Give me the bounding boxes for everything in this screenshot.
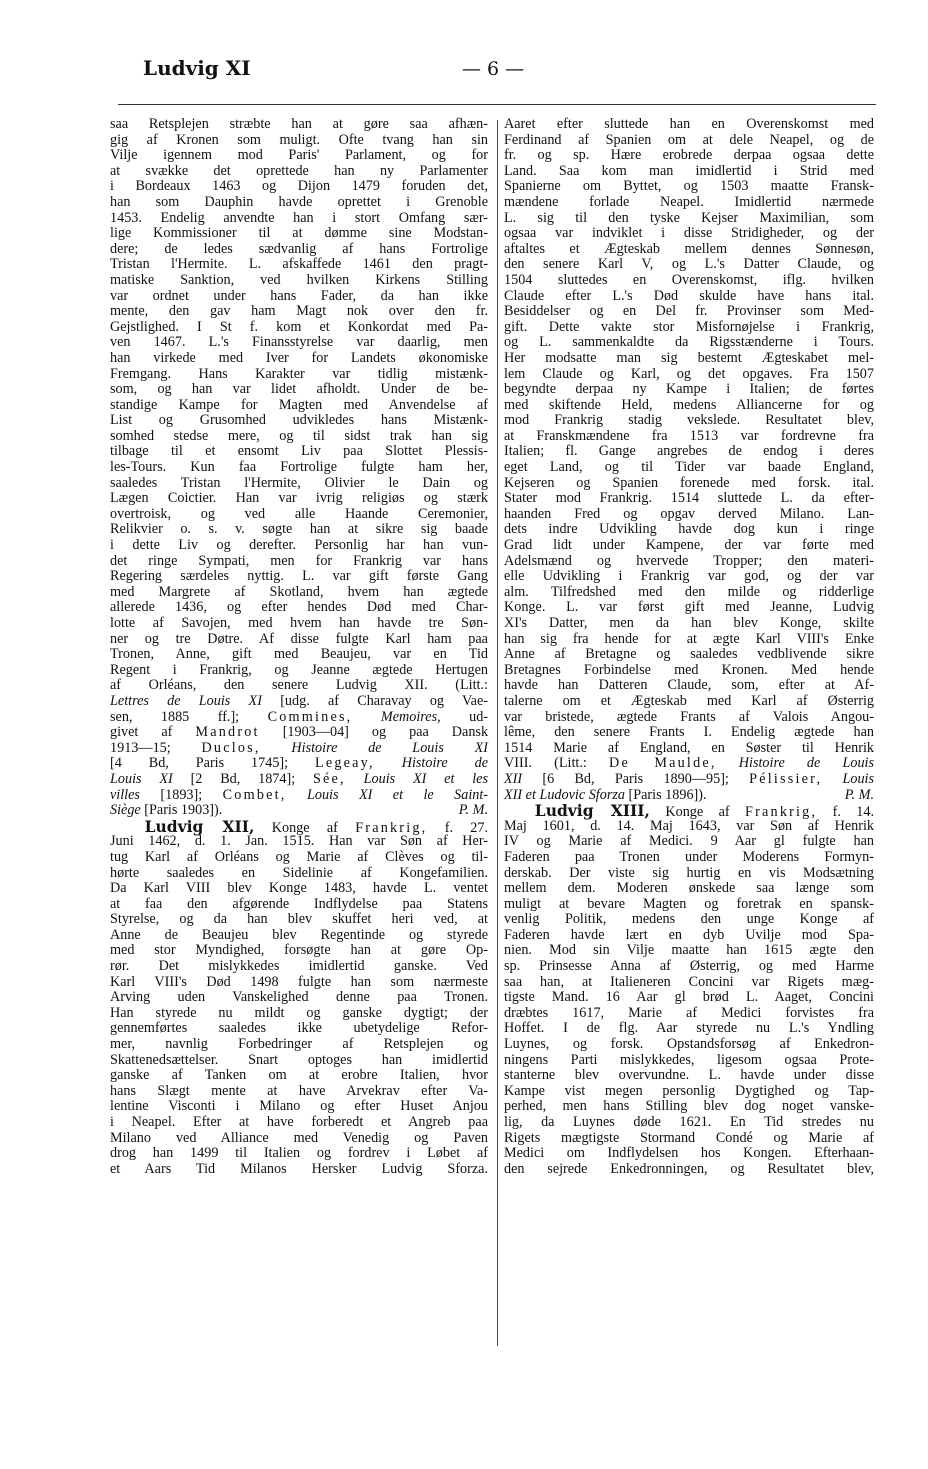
- text-line: Faderen paa Tronen under Moderens Formyn-: [504, 848, 874, 865]
- text-line: overtroisk, og ved alle Haande Ceremonier,: [110, 505, 488, 522]
- text-line: i dette Liv og derefter. Personlig har han vun-: [110, 537, 488, 554]
- text-line: Kejseren og Spanien forenede med forsk. ital.: [504, 474, 874, 491]
- text-line: Karl VIII's Død 1498 fulgte han som nærmeste: [110, 973, 488, 990]
- text-line: drog han 1499 til Italien og fordrev i Løbet af: [110, 1145, 488, 1162]
- text-line: Faderen havde lært en dyb Uvilje mod Spa-: [504, 926, 874, 943]
- text-line: hørte saaledes en Sidelinie af Kongefamilien.: [110, 864, 488, 881]
- text-line: Tristan l'Hermite. L. afskaffede 1461 den pragt-: [110, 256, 488, 273]
- ludvig-xi-literature: [110, 694, 488, 819]
- author-signature: P. M.: [844, 786, 874, 803]
- text-line: at Franskmændene fra 1513 var fordrevne fra: [504, 427, 874, 444]
- text-line: mellem dem. Moderen ønskede saa længe som: [504, 880, 874, 897]
- text-line: rør. Det mislykkedes imidlertid ganske. Ved: [110, 958, 488, 975]
- text-line: Relikvier o. s. v. søgte han at sikre sig baade: [110, 521, 488, 538]
- text-line: Regent i Frankrig, og Jeanne ægtede Hertugen: [110, 661, 488, 678]
- text-line: List og Grusomhed udvikledes hans Mistænk-: [110, 412, 488, 429]
- text-line: ningens Parti mislykkedes, ligesom ogsaa Prote-: [504, 1051, 874, 1068]
- entry-ludvig-xii-continued: [504, 117, 874, 756]
- text-line: Hoffet. I de flg. Aar styrede nu L.'s Yndling: [504, 1020, 874, 1037]
- text-line: saa han, at Italieneren Concini var Rigets mæg-: [504, 973, 874, 990]
- text-line: Skattenedsættelser. Snart optoges han imidlertid: [110, 1051, 488, 1068]
- text-line: alm. Tilfredshed med den milde og ridderlige: [504, 583, 874, 600]
- text-line: et Aars Tid Milanos Hersker Ludvig Sforza.: [110, 1160, 488, 1177]
- text-line: Juni 1462, d. 1. Jan. 1515. Han var Søn af Her-: [110, 833, 488, 850]
- text-line: havde han Datteren Claude, som, efter at Af-: [504, 677, 874, 694]
- text-line: Da Karl VIII blev Konge 1483, havde L. ventet: [110, 880, 488, 897]
- text-line: Aaret efter sluttede han en Overenskomst med: [504, 116, 874, 132]
- entry-body: [110, 834, 488, 1177]
- text-line: ganske af Tanken om at erobre Italien, hvor: [110, 1067, 488, 1084]
- text-line: Arving uden Vanskelighed denne paa Tronen.: [110, 989, 488, 1006]
- text-line: dræbtes 1617, Marie af Medici forvistes fra: [504, 1004, 874, 1021]
- text-line: gig af Kronen som muligt. Ofte tvang han sin: [110, 131, 488, 148]
- text-line: ogsaa var indviklet i disse Stridigheder, og der: [504, 225, 874, 242]
- text-line: sen, 1885 ff.]; Commines, Memoires, ud-: [110, 708, 489, 725]
- text-line: Rigets mægtigste Stormand Condé og Marie af: [504, 1129, 874, 1146]
- text-line: lême, den senere Frants I. Endelig ægtede han: [504, 724, 874, 741]
- text-line: sp. Prinsesse Anna af Østerrig, og med Harme: [504, 958, 874, 975]
- text-line: Medici om Indflydelsen hos Kongen. Efterhaan-: [504, 1145, 874, 1162]
- text-line: Fremgang. Hans Karakter var tidlig mistænk-: [110, 365, 488, 382]
- text-line: med stor Myndighed, forsøgte han at gøre Op-: [110, 942, 488, 959]
- text-line: Stater mod Frankrig. 1514 sluttede L. da efter-: [504, 490, 874, 507]
- text-line: mente, den gav ham Magt nok over den fr.: [110, 303, 488, 320]
- header-rule: [118, 104, 876, 105]
- text-line: mer, navnlig Forbedringer af Retsplejen og: [110, 1036, 488, 1053]
- text-line: aftaltes et Ægteskab mellem dennes Sønnesøn,: [504, 240, 874, 257]
- entry-body: [504, 819, 874, 1178]
- text-line: lotte af Savojen, med hvem han havde tre Søn-: [110, 615, 488, 631]
- text-line: som, og han var lidet afholdt. Under de be-: [110, 381, 488, 398]
- text-line: Vilje igennem mod Paris' Parlament, og for: [110, 147, 488, 164]
- text-line: Grad lidt under Kampene, der var førte med: [504, 537, 874, 554]
- entry-ludvig-xiii: [504, 803, 874, 1177]
- text-line: var bristede, ægtede Frants af Valois Angou-: [504, 708, 874, 725]
- text-line: Anne af Bretagne og saaledes vedblivende sikre: [504, 646, 874, 663]
- text-line: Lettres de Louis XI [udg. af Charavay og Vae-: [110, 692, 489, 709]
- text-line: gift. Dette vakte stor Misfornøjelse i Frankrig,: [504, 318, 874, 335]
- text-line: Gejstlighed. I St f. kom et Konkordat med Pa-: [110, 318, 488, 335]
- text-line: den senere Karl V, og L.'s Datter Claude, og: [504, 256, 874, 273]
- text-line: ven 1467. L.'s Finansstyrelse var daarlig, men: [110, 334, 488, 351]
- text-line: han sig fra hende for at ægte Karl VIII's Enke: [504, 630, 874, 647]
- text-line: stanterne blev overvundne. L. havde under disse: [504, 1067, 874, 1084]
- text-line: Besiddelser og en Del fr. Provinser som Med-: [504, 303, 874, 320]
- text-line: nien. Mod sin Vilje maatte han 1615 ægte den: [504, 942, 874, 959]
- text-line: XII [6 Bd, Paris 1890—95]; Pélissier, Louis: [504, 770, 875, 787]
- text-line: gennemførtes saaledes ikke ubetydelige Refor-: [110, 1020, 488, 1037]
- text-line: dets indre Udvikling havde dog kun i ringe: [504, 521, 874, 538]
- page-number: — 6 —: [462, 58, 525, 80]
- text-line: allerede 1436, og efter hendes Død med Char-: [110, 599, 488, 616]
- text-line: tigste Mand. 16 Aar gl brød L. Aaget, Concini: [504, 989, 874, 1006]
- author-signature: P. M.: [458, 802, 488, 819]
- text-line: Ferdinand af Spanien om at dele Neapel, og de: [504, 131, 874, 148]
- text-line: somhed stedse mere, og til sidst trak han sig: [110, 427, 488, 444]
- text-line: matiske Sanktion, ved hvilken Kirkens Stilling: [110, 271, 488, 288]
- text-line: les-Tours. Kun faa Fortrolige fulgte ham her,: [110, 459, 488, 476]
- text-line: med Margrete af Skotland, hvem han ægtede: [110, 583, 488, 600]
- text-line: af Orléans, den senere Ludvig XII. (Litt.:: [110, 677, 488, 694]
- text-line: tilbage til et ensomt Liv paa Slottet Plessis-: [110, 443, 488, 460]
- text-line: elle Udvikling i Frankrig var god, og der var: [504, 568, 874, 585]
- text-line: Siège [Paris 1903]). P. M.: [110, 802, 488, 819]
- text-line: villes [1893]; Combet, Louis XI et le Saint-: [110, 786, 489, 803]
- text-line: mændene forlade Neapel. Imidlertid nærmede: [504, 193, 874, 210]
- text-line: og L. sammenkaldte da Rigsstænderne i Tours.: [504, 334, 874, 351]
- text-line: Adelsmænd og hvervede Tropper; den materi-: [504, 552, 874, 569]
- text-line: Kampe vist megen personlig Dygtighed og Tap-: [504, 1082, 874, 1099]
- text-line: Maj 1601, d. 14. Maj 1643, var Søn af Henrik: [504, 817, 874, 834]
- text-line: det ringe Sympati, men for Frankrig var hans: [110, 552, 488, 569]
- text-line: IV og Marie af Medici. 9 Aar gl fulgte han: [504, 833, 874, 850]
- text-line: den sejrede Enkedronningen, og Resultatet blev,: [504, 1160, 874, 1177]
- text-line: XI's Datter, men da han blev Konge, skilte: [504, 615, 874, 631]
- text-line: talerne om et Ægteskab med Karl af Østerrig: [504, 692, 874, 709]
- text-line: hans Slægt mente at have Arvekrav efter Va-: [110, 1082, 488, 1099]
- text-line: Italien; fl. Gange angrebes de endog i deres: [504, 443, 874, 460]
- entry-heading: Ludvig XIII,: [534, 801, 650, 821]
- text-line: Land. Saa kom man imidlertid i Strid med: [504, 162, 874, 179]
- running-title: Ludvig XI: [143, 56, 251, 80]
- entry-first-line: Ludvig XIII, Konge af Frankrig, f. 14.: [534, 801, 875, 821]
- entry-heading: Ludvig XII,: [144, 816, 255, 836]
- text-line: [4 Bd, Paris 1745]; Legeay, Histoire de: [110, 755, 489, 772]
- entry-ludvig-xi-continued: [110, 117, 488, 694]
- text-line: givet af Mandrot [1903—04] og paa Dansk: [110, 724, 489, 741]
- text-line: haanden Fred og opgav derved Milano. Lan-: [504, 505, 874, 522]
- text-line: VIII. (Litt.: De Maulde, Histoire de Louis: [504, 755, 875, 772]
- text-line: dere; de ledes sædvanlig af hans Fortrolige: [110, 240, 488, 257]
- text-line: Anne de Beaujeu blev Regentinde og styrede: [110, 926, 488, 943]
- text-line: lige Kommissioner til at dømme sine Modstan-: [110, 225, 488, 242]
- column-divider: [497, 120, 498, 1346]
- text-line: Styrelse, og da han blev skuffet heri ved, at: [110, 911, 488, 928]
- text-line: han som Dauphin havde oprettet i Grenoble: [110, 193, 488, 210]
- text-line: at svække det oprettede han ny Parlamenter: [110, 162, 488, 179]
- text-line: 1514 Marie af England, en Søster til Henrik: [504, 739, 874, 756]
- text-line: Her modsatte man sig bestemt Ægteskabet mel-: [504, 349, 874, 366]
- text-line: Luynes, og forsk. Opstandsforsøg af Enkedron-: [504, 1036, 874, 1053]
- text-line: Bretagnes Forbindelse med Kronen. Med hende: [504, 661, 874, 678]
- text-line: fr. og sp. Hære erobrede derpaa ogsaa dette: [504, 147, 874, 164]
- text-line: Spanierne om Byttet, og 1503 maatte Fransk-: [504, 178, 874, 195]
- text-line: 1504 sluttedes en Overenskomst, iflg. hvilken: [504, 271, 874, 288]
- text-line: i Neapel. Efter at have forberedt et Angreb paa: [110, 1114, 488, 1130]
- text-line: lentine Visconti i Milano og efter Huset Anjou: [110, 1098, 488, 1115]
- text-line: at faa den afgørende Indflydelse paa Statens: [110, 895, 488, 912]
- ludvig-xii-literature: [504, 756, 874, 803]
- text-line: Tronen, Anne, gift med Beaujeu, var en Tid: [110, 646, 488, 663]
- text-line: venlig Politik, medens den unge Konge af: [504, 911, 874, 928]
- text-line: han virkede med Iver for Landets økonomiske: [110, 349, 488, 366]
- text-line: i Bordeaux 1463 og Dijon 1479 foruden det,: [110, 178, 488, 195]
- text-line: derskab. Der viste sig hurtig en vis Modsætning: [504, 864, 874, 881]
- text-line: perhed, men hans Stilling blev dog noget vanske-: [504, 1098, 874, 1115]
- text-line: Han styrede nu mildt og ganske dygtigt; der: [110, 1004, 488, 1021]
- left-column: [110, 117, 488, 1177]
- text-line: standige Kampe for Magten med Anvendelse af: [110, 396, 488, 413]
- text-line: lem Claude og Karl, og det opgaves. Fra 1507: [504, 365, 874, 382]
- text-line: med skiftende Held, medens Alliancerne for og: [504, 396, 874, 413]
- text-line: 1453. Endelig anvendte han i stort Omfang sær-: [110, 209, 488, 226]
- text-line: mod Frankrig stadig vekslede. Resultatet blev,: [504, 412, 874, 429]
- entry-ludvig-xii: [110, 816, 489, 1178]
- text-line: Regering særdeles nyttig. L. var gift første Gang: [110, 568, 488, 585]
- text-line: Konge. L. var først gift med Jeanne, Ludvig: [504, 599, 874, 616]
- text-line: Claude efter L.'s Død skulde have hans ital.: [504, 287, 874, 304]
- text-line: var ordnet under hans Fader, da han ikke: [110, 287, 488, 304]
- text-line: Louis XI [2 Bd, 1874]; Sée, Louis XI et les: [110, 770, 488, 787]
- text-line: eget Land, og til Tider var baade England,: [504, 459, 874, 476]
- text-line: L. sig til den tyske Kejser Maximilian, som: [504, 209, 874, 226]
- text-line: ner og tre Døtre. Af disse fulgte Karl ham paa: [110, 630, 488, 647]
- text-line: tug Karl af Orléans og Marie af Clèves og til-: [110, 848, 488, 865]
- right-column: [504, 117, 874, 1177]
- text-line: begyndte derpaa ny Kampe i Italien; de førtes: [504, 381, 874, 398]
- entry-first-line: Ludvig XII, Konge af Frankrig, f. 27.: [144, 816, 489, 836]
- running-head: [0, 56, 928, 88]
- text-line: saa Retsplejen stræbte han at gøre saa afhæn-: [110, 116, 488, 132]
- text-line: XII et Ludovic Sforza [Paris 1896]). P. M.: [504, 786, 874, 803]
- text-line: saaledes Tristan l'Hermite, Olivier le Dain og: [110, 474, 488, 491]
- text-line: muligt at bevare Magten og foretrak en spansk-: [504, 895, 874, 912]
- text-line: Milano ved Alliance med Venedig og Paven: [110, 1129, 488, 1146]
- text-line: lig, da Luynes døde 1621. En Tid stredes nu: [504, 1114, 874, 1130]
- text-line: 1913—15; Duclos, Histoire de Louis XI: [110, 739, 489, 756]
- text-line: Lægen Coictier. Han var ivrig religiøs og stærk: [110, 490, 488, 507]
